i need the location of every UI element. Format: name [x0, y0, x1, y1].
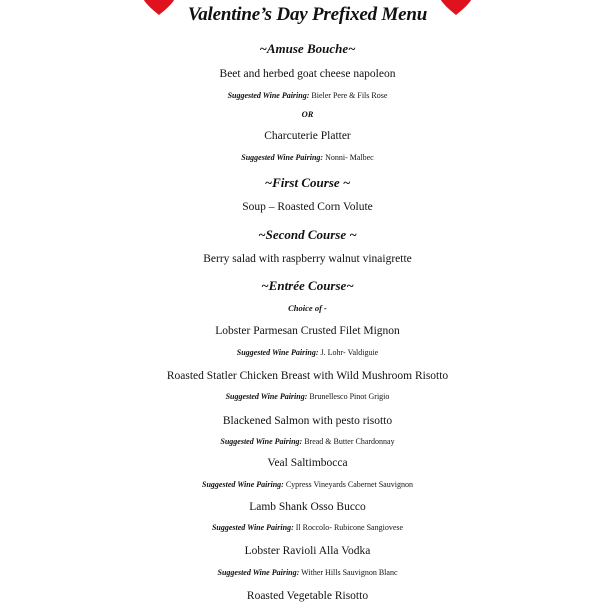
wine-pairing [0, 524, 615, 532]
entree-item: Veal Saltimbocca [267, 457, 348, 469]
wine-name: Bread & Butter Chardonnay [304, 437, 395, 446]
wine-name: J. Lohr- Valdiguie [320, 348, 379, 357]
first-course-dish: Soup – Roasted Corn Volute [242, 201, 373, 213]
wine-pairing-label: Suggested Wine Pairing: [211, 523, 294, 532]
amuse-option-1: Beet and herbed goat cheese napoleon [219, 68, 396, 80]
wine-name: Nonni- Malbec [325, 153, 374, 162]
amuse-bouche-heading: ~Amuse Bouche~ [259, 41, 356, 56]
wine-pairing [0, 438, 615, 446]
wine-pairing [0, 154, 615, 162]
wine-pairing-label: Suggested Wine Pairing: [241, 153, 324, 162]
entree-item: Lobster Ravioli Alla Vodka [244, 545, 371, 557]
wine-name: Bieler Pere & Fils Rose [311, 91, 388, 100]
entree-item: Blackened Salmon with pesto risotto [222, 415, 393, 427]
wine-pairing [0, 569, 615, 577]
wine-pairing [0, 349, 615, 357]
wine-pairing-label: Suggested Wine Pairing: [217, 568, 300, 577]
wine-pairing [0, 393, 615, 401]
entree-item: Roasted Vegetable Risotto [246, 590, 369, 602]
wine-pairing [0, 481, 615, 489]
menu-title: Valentine’s Day Prefixed Menu [187, 4, 428, 25]
wine-pairing-label: Suggested Wine Pairing: [236, 348, 319, 357]
entree-course-heading: ~Entrée Course~ [261, 278, 354, 293]
or-separator: OR [301, 109, 314, 119]
entree-item: Lobster Parmesan Crusted Filet Mignon [215, 325, 400, 337]
wine-pairing-label: Suggested Wine Pairing: [225, 392, 308, 401]
wine-name: Cypress Vineyards Cabernet Sauvignon [285, 480, 413, 489]
first-course-heading: ~First Course ~ [264, 175, 351, 190]
wine-pairing-label: Suggested Wine Pairing: [220, 437, 303, 446]
second-course-dish: Berry salad with raspberry walnut vinaigrette [203, 253, 412, 265]
wine-name: Wither Hills Sauvignon Blanc [301, 568, 398, 577]
wine-pairing [0, 92, 615, 100]
choice-label: Choice of - [288, 303, 327, 313]
wine-pairing-label: Suggested Wine Pairing: [227, 91, 310, 100]
second-course-heading: ~Second Course ~ [258, 227, 357, 242]
wine-name: Brunellesco Pinot Grigio [309, 392, 390, 401]
entree-item: Roasted Statler Chicken Breast with Wild Mushroom Risotto [166, 370, 449, 382]
amuse-option-2: Charcuterie Platter [264, 130, 351, 142]
entree-item: Lamb Shank Osso Bucco [249, 501, 366, 513]
wine-pairing-label: Suggested Wine Pairing: [202, 480, 284, 489]
wine-name: Il Roccolo- Rubicone Sangiovese [295, 523, 404, 532]
